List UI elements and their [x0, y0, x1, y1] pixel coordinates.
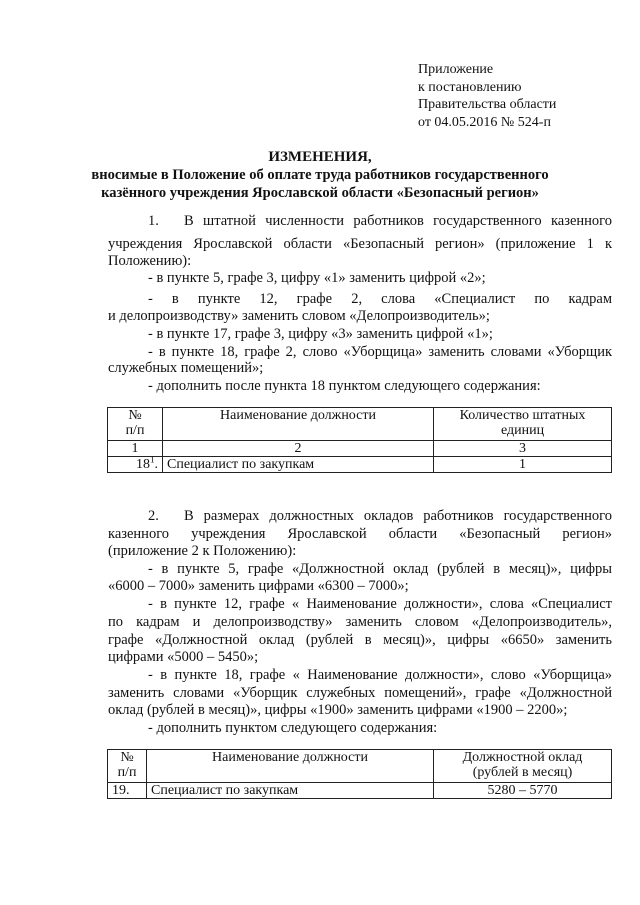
table-salary-addition [107, 749, 612, 799]
section-2-item-1-line-2: «6000 – 7000» заменить цифрами «6300 – 7000»; [108, 578, 409, 594]
appendix-line-3: Правительства области [418, 97, 557, 112]
table-column-number-row [108, 441, 612, 457]
document-title: ИЗМЕНЕНИЯ, [268, 149, 372, 165]
header-cell-number: № п/п [108, 750, 147, 783]
row-salary-cell: 5280 – 5770 [434, 783, 612, 799]
section-1-item-4-line-2: служебных помещений»; [108, 360, 264, 376]
section-1-intro-line-3: Положению): [108, 253, 192, 269]
section-1-item-2-line-2: и делопроизводству» заменить словом «Делопроизводитель»; [108, 308, 490, 324]
section-2-item-2-line-2: по кадрам и делопроизводству» заменить словом «Делопроизводитель», [108, 614, 612, 630]
appendix-block [418, 61, 556, 131]
section-2-item-4: - дополнить пунктом следующего содержания: [148, 720, 438, 736]
table-row [108, 457, 612, 473]
section-1-number: 1. [148, 213, 159, 229]
appendix-line-1: Приложение [418, 62, 494, 77]
table-header-row [108, 750, 612, 783]
row-number-cell: $18^1$. [108, 457, 163, 473]
header-cell-position: Наименование должности [147, 750, 434, 783]
section-1-item-1: - в пункте 5, графе 3, цифру «1» заменить цифрой «2»; [148, 270, 486, 286]
section-1-item-4-line-1: - в пункте 18, графе 2, слово «Уборщица» заменить словами «Уборщик [148, 344, 612, 360]
document-subtitle-line-1: вносимые в Положение об оплате труда работников государственного [91, 167, 549, 183]
section-2-intro-line-3: (приложение 2 к Положению): [108, 543, 297, 559]
column-number-cell: 3 [434, 441, 612, 457]
row-count-cell: 1 [434, 457, 612, 473]
header-cell-number: № п/п [108, 408, 163, 441]
row-number-cell: 19. [108, 783, 147, 799]
section-1-intro-line-2: учреждения Ярославской области «Безопасный регион» (приложение 1 к [108, 236, 612, 252]
section-2-item-3-line-1: - в пункте 18, графе « Наименование должности», слово «Уборщица» [148, 667, 612, 683]
section-2-item-1-line-1: - в пункте 5, графе «Должностной оклад (рублей в месяц)», цифры [148, 561, 612, 577]
header-cell-count: Количество штатных единиц [434, 408, 612, 441]
header-cell-position: Наименование должности [163, 408, 434, 441]
section-2-item-3-line-3: оклад (рублей в месяц)», цифры «1900» заменить цифрами «1900 – 2200»; [108, 702, 568, 718]
section-2-item-2-line-1: - в пункте 12, графе « Наименование должности», слова «Специалист [148, 596, 612, 612]
section-1-intro-line-1: 1. В штатной численности работников государственного казенного [148, 213, 612, 229]
appendix-line-2: к постановлению [418, 79, 522, 95]
row-position-cell: Специалист по закупкам [147, 783, 434, 799]
section-2-item-2-line-4: цифрами «5000 – 5450»; [108, 649, 259, 665]
section-1-item-3: - в пункте 17, графе 3, цифру «3» заменить цифрой «1»; [148, 326, 493, 342]
row-position-cell: Специалист по закупкам [163, 457, 434, 473]
appendix-line-4: от 04.05.2016 № 524-п [418, 114, 551, 130]
section-2-item-3-line-2: заменить словами «Уборщик служебных помещений», графе «Должностной [108, 685, 612, 701]
document-subtitle-line-2: казённого учреждения Ярославской области «Безопасный регион» [101, 185, 539, 201]
section-2-number: 2. [148, 508, 159, 524]
section-1-item-5: - дополнить после пункта 18 пунктом следующего содержания: [148, 378, 541, 394]
column-number-cell: 1 [108, 441, 163, 457]
table-row [108, 783, 612, 799]
column-number-cell: 2 [163, 441, 434, 457]
section-2-intro-line-1: 2. В размерах должностных окладов работников государственного [148, 508, 612, 524]
table-staffing-addition [107, 407, 612, 473]
section-2-intro-line-2: казенного учреждения Ярославской области «Безопасный регион» [108, 526, 612, 542]
header-cell-salary: Должностной оклад (рублей в месяц) [434, 750, 612, 783]
section-2-item-2-line-3: графе «Должностной оклад (рублей в месяц)», цифры «6650» заменить [108, 632, 612, 648]
section-1-item-2-line-1: - в пункте 12, графе 2, слова «Специалист по кадрам [148, 291, 612, 307]
table-header-row [108, 408, 612, 441]
